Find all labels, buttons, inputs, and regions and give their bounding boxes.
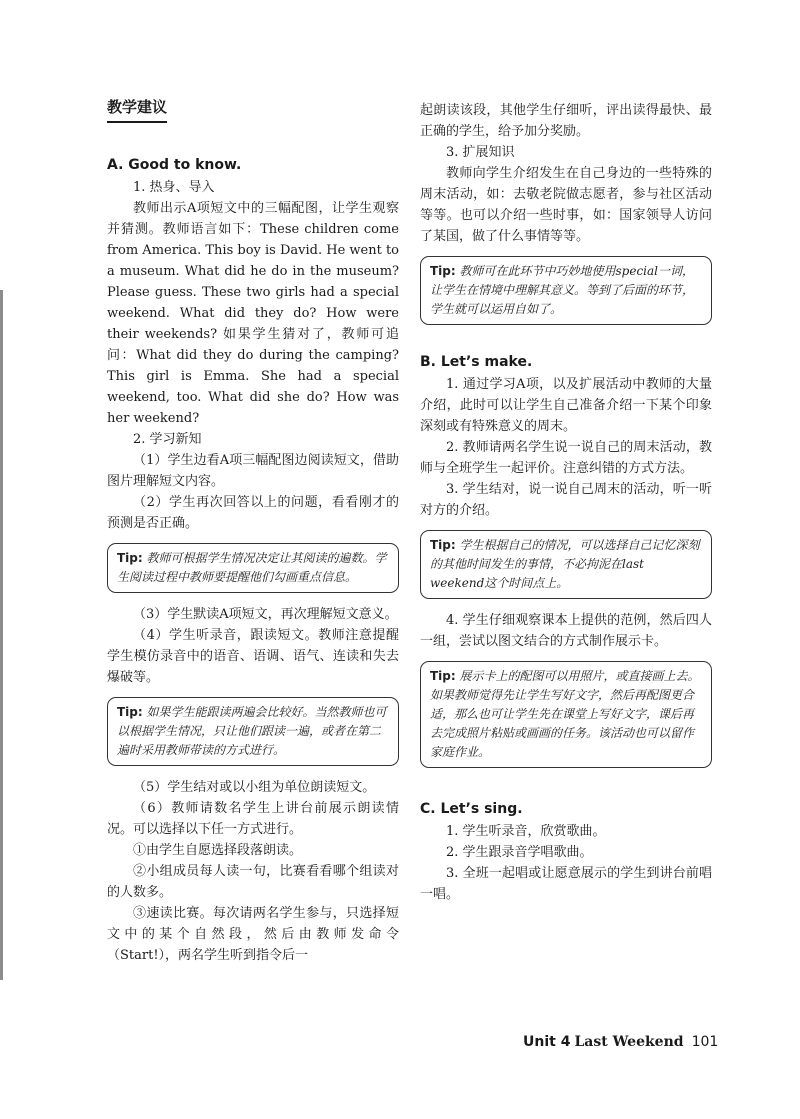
tip-label: Tip:	[117, 705, 143, 719]
section-b-title: B. Let’s make.	[420, 354, 533, 370]
paragraph: （5）学生结对或以小组为单位朗读短文。	[133, 780, 376, 795]
tip-text: 学生根据自己的情况，可以选择自己记忆深刻的其他时间发生的事情，不必拘泥在last weekend这个时间点上。	[430, 538, 700, 590]
tip-label: Tip:	[430, 669, 456, 683]
tip-label: Tip:	[430, 264, 456, 278]
paragraph: 3. 学生结对，说一说自己周末的活动，听一听对方的介绍。	[420, 482, 712, 518]
right-column	[420, 100, 712, 905]
paragraph: ②小组成员每人读一句，比赛看看哪个组读对的人数多。	[107, 864, 399, 900]
left-column	[107, 96, 399, 966]
paragraph: 1. 热身、导入	[133, 180, 215, 195]
tip-text: 展示卡上的配图可以用照片，或直接画上去。如果教师觉得先让学生写好文字，然后再配图更合适，那么也可让学生先在课堂上写好文字，课后再去完成照片粘贴或画画的任务。该活动也可以留作家庭作业。	[430, 669, 700, 759]
tip-label: Tip:	[117, 551, 143, 565]
page-footer	[523, 1034, 718, 1050]
footer-unit: Unit 4	[523, 1034, 571, 1050]
paragraph: ③速读比赛。每次请两名学生参与，只选择短文中的某个自然段，然后由教师发命令（Start!），两名学生听到指令后一	[107, 906, 399, 963]
page-number: 101	[691, 1034, 719, 1050]
tip-text: 教师可在此环节中巧妙地使用special一词，让学生在情境中理解其意义。等到了后面的环节，学生就可以运用自如了。	[430, 264, 695, 316]
section-c-title: C. Let’s sing.	[420, 801, 523, 817]
tip-box	[107, 697, 399, 766]
paragraph: 1. 学生听录音，欣赏歌曲。	[446, 824, 606, 839]
section-a-title: A. Good to know.	[107, 157, 242, 173]
paragraph: 4. 学生仔细观察课本上提供的范例，然后四人一组，尝试以图文结合的方式制作展示卡。	[420, 613, 712, 649]
tip-label: Tip:	[430, 538, 456, 552]
tip-box	[107, 543, 399, 593]
page-heading: 教学建议	[107, 96, 167, 123]
paragraph: 2. 学生跟录音学唱歌曲。	[446, 845, 593, 860]
paragraph: 2. 教师请两名学生说一说自己的周末活动，教师与全班学生一起评价。注意纠错的方式方法。	[420, 440, 712, 476]
paragraph: （6）教师请数名学生上讲台前展示朗读情况。可以选择以下任一方式进行。	[107, 801, 399, 837]
paragraph: 3. 扩展知识	[446, 145, 515, 160]
paragraph: ①由学生自愿选择段落朗读。	[133, 843, 303, 858]
paragraph: （3）学生默读A项短文，再次理解短文意义。	[133, 607, 398, 622]
paragraph: 3. 全班一起唱或让愿意展示的学生到讲台前唱一唱。	[420, 866, 712, 902]
paragraph: 2. 学习新知	[133, 432, 202, 447]
tip-box	[420, 661, 712, 768]
footer-title: Last Weekend	[574, 1034, 684, 1050]
tip-text: 教师可根据学生情况决定让其阅读的遍数。学生阅读过程中教师要提醒他们勾画重点信息。	[117, 551, 387, 584]
paragraph: （1）学生边看A项三幅配图边阅读短文，借助图片理解短文内容。	[107, 453, 399, 489]
paragraph: （4）学生听录音，跟读短文。教师注意提醒学生模仿录音中的语音、语调、语气、连读和失去爆破等。	[107, 628, 399, 685]
margin-rule	[0, 290, 3, 980]
paragraph: 教师出示A项短文中的三幅配图，让学生观察并猜测。教师语言如下：These children come from America. This boy is David. He went to a museum. What did he do in the museum? Please guess. These two girls had a special weekend. What did they do? How were their weekends? 如果学生猜对了，教师可追问：What did they do during the camping? This girl is Emma. She had a special weekend, too. What did she do? How was her weekend?	[107, 201, 400, 426]
tip-box	[420, 530, 712, 599]
tip-box	[420, 256, 712, 325]
paragraph: 起朗读该段，其他学生仔细听，评出读得最快、最正确的学生，给予加分奖励。	[420, 103, 712, 139]
paragraph: 教师向学生介绍发生在自己身边的一些特殊的周末活动，如：去敬老院做志愿者，参与社区活动等等。也可以介绍一些时事，如：国家领导人访问了某国，做了什么事情等等。	[420, 166, 712, 244]
paragraph: （2）学生再次回答以上的问题，看看刚才的预测是否正确。	[107, 495, 399, 531]
tip-text: 如果学生能跟读两遍会比较好。当然教师也可以根据学生情况，只让他们跟读一遍，或者在第二遍时采用教师带读的方式进行。	[117, 705, 387, 757]
paragraph: 1. 通过学习A项，以及扩展活动中教师的大量介绍，此时可以让学生自己准备介绍一下某个印象深刻或有特殊意义的周末。	[420, 377, 712, 434]
